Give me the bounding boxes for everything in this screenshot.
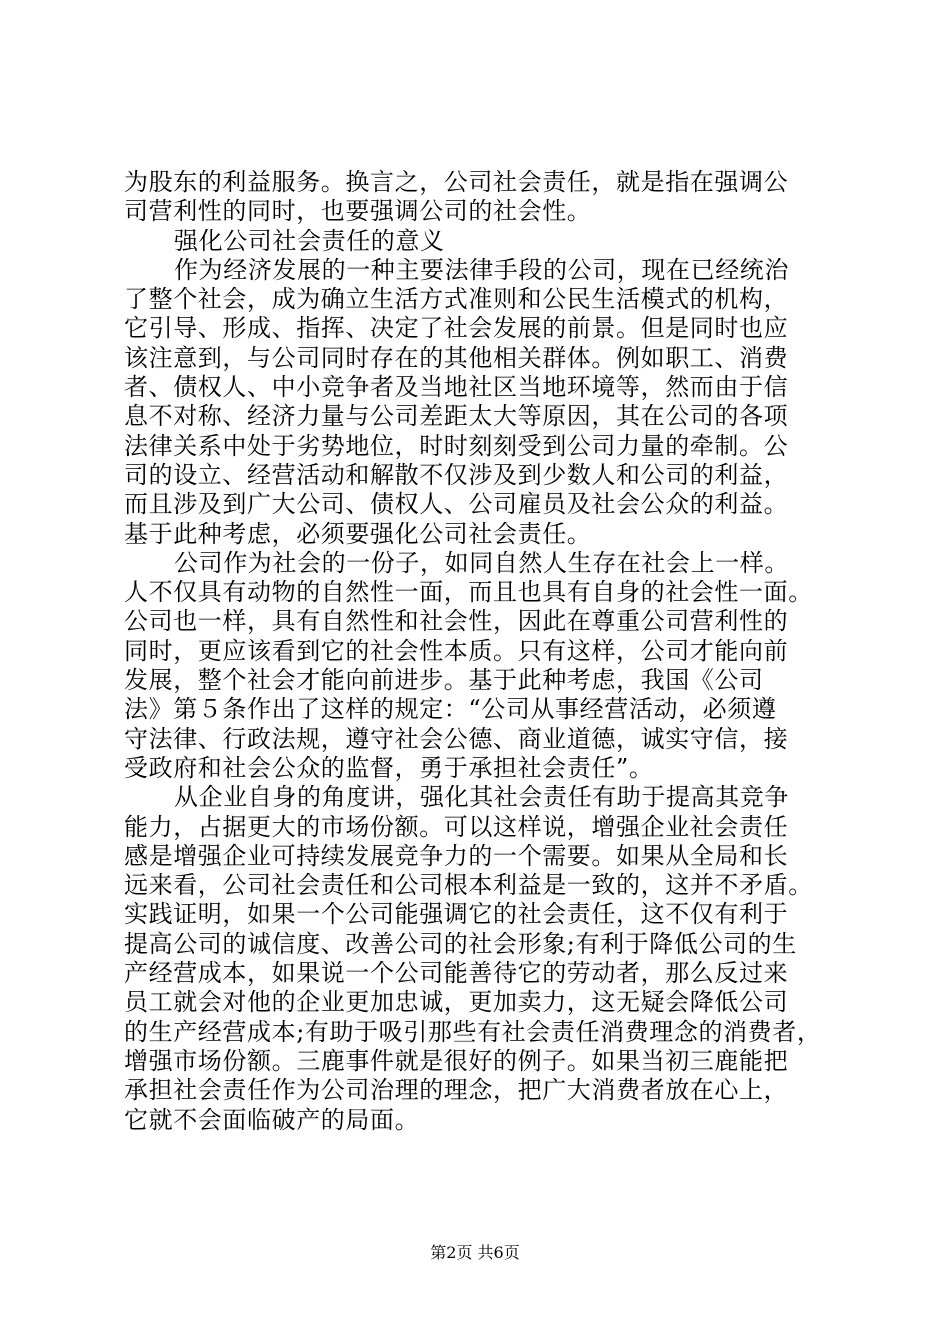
text-line: 员工就会对他的企业更加忠诚，更加卖力，这无疑会降低公司 <box>124 988 789 1017</box>
text-line: 强化公司社会责任的意义 <box>174 226 445 255</box>
text-line: 作为经济发展的一种主要法律手段的公司，现在已经统治 <box>174 255 789 284</box>
text-line: 法》第５条作出了这样的规定：“公司从事经营活动，必须遵 <box>124 695 777 724</box>
text-line: 公司也一样，具有自然性和社会性，因此在尊重公司营利性的 <box>124 607 789 636</box>
text-line: 提高公司的诚信度、改善公司的社会形象;有利于降低公司的生 <box>124 929 797 958</box>
text-line: 感是增强企业可持续发展竞争力的一个需要。如果从全局和长 <box>124 841 789 870</box>
text-line: 息不对称、经济力量与公司差距太大等原因，其在公司的各项 <box>124 402 789 431</box>
text-line: 远来看，公司社会责任和公司根本利益是一致的，这并不矛盾。 <box>124 871 813 900</box>
page-footer: 第2页 共6页 <box>430 1243 520 1262</box>
text-line: 司的设立、经营活动和解散不仅涉及到少数人和公司的利益， <box>124 460 789 489</box>
text-line: 司营利性的同时，也要强调公司的社会性。 <box>124 197 592 226</box>
body-text <box>124 168 838 1135</box>
text-line: 而且涉及到广大公司、债权人、公司雇员及社会公众的利益。 <box>124 490 789 519</box>
text-line: 同时，更应该看到它的社会性本质。只有这样，公司才能向前 <box>124 636 789 665</box>
text-line: 承担社会责任作为公司治理的理念，把广大消费者放在心上， <box>124 1076 789 1105</box>
text-line: 守法律、行政法规，遵守社会公德、商业道德，诚实守信，接 <box>124 724 789 753</box>
text-line: 实践证明，如果一个公司能强调它的社会责任，这不仅有利于 <box>124 900 789 929</box>
text-line: 增强市场份额。三鹿事件就是很好的例子。如果当初三鹿能把 <box>124 1046 789 1075</box>
text-line: 人不仅具有动物的自然性一面，而且也具有自身的社会性一面。 <box>124 578 813 607</box>
text-line: 发展，整个社会才能向前进步。基于此种考虑，我国《公司 <box>124 666 764 695</box>
text-line: 它就不会面临破产的局面。 <box>124 1105 420 1134</box>
text-line: 的生产经营成本;有助于吸引那些有社会责任消费理念的消费者， <box>124 1017 822 1046</box>
text-line: 了整个社会，成为确立生活方式准则和公民生活模式的机构， <box>124 285 789 314</box>
text-line: 者、债权人、中小竞争者及当地社区当地环境等，然而由于信 <box>124 373 789 402</box>
text-line: 基于此种考虑，必须要强化公司社会责任。 <box>124 519 592 548</box>
text-line: 它引导、形成、指挥、决定了社会发展的前景。但是同时也应 <box>124 314 789 343</box>
text-line: 从企业自身的角度讲，强化其社会责任有助于提高其竞争 <box>174 783 789 812</box>
text-line: 公司作为社会的一份子，如同自然人生存在社会上一样。 <box>174 548 789 577</box>
text-line: 能力，占据更大的市场份额。可以这样说，增强企业社会责任 <box>124 812 789 841</box>
text-line: 为股东的利益服务。换言之，公司社会责任，就是指在强调公 <box>124 168 789 196</box>
text-line: 受政府和社会公众的监督，勇于承担社会责任”。 <box>124 753 654 782</box>
text-line: 法律关系中处于劣势地位，时时刻刻受到公司力量的牵制。公 <box>124 431 789 460</box>
text-line: 该注意到，与公司同时存在的其他相关群体。例如职工、消费 <box>124 343 789 372</box>
text-line: 产经营成本，如果说一个公司能善待它的劳动者，那么反过来 <box>124 959 789 988</box>
